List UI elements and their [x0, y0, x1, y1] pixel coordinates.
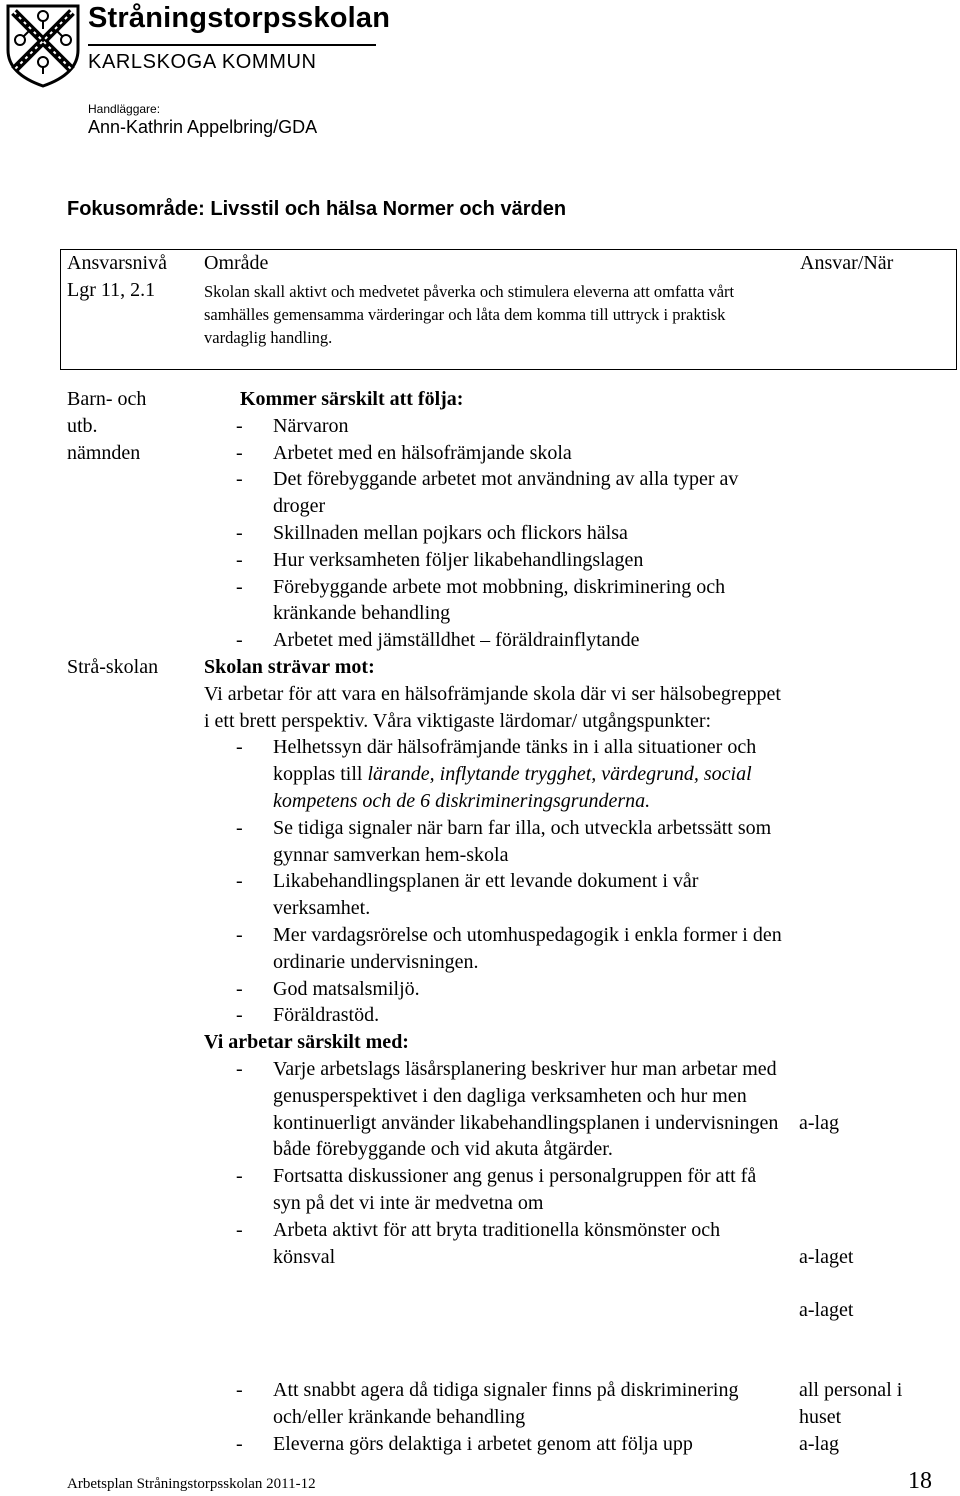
resp-4 [799, 1377, 902, 1457]
table-left-rule [60, 249, 61, 370]
work-list [204, 1056, 784, 1270]
list-item: - Arbeta aktivt för att bryta traditionella könsmönster och könsval [236, 1218, 721, 1268]
table-top-rule [60, 249, 957, 250]
board-level-line3: nämnden [67, 441, 141, 464]
header-responsibility: Ansvar/När [800, 252, 894, 274]
municipality-name: KARLSKOGA KOMMUN [88, 51, 317, 73]
board-heading: Kommer särskilt att följa: [240, 388, 464, 410]
focus-title: Fokusområde: Livsstil och hälsa Normer och värden [67, 198, 567, 220]
header-rule [88, 44, 376, 46]
school-heading: Skolan strävar mot: [204, 656, 375, 678]
school-name: Stråningstorpsskolan [88, 2, 391, 34]
page-number: 18 [908, 1468, 932, 1494]
list-item: - Förebyggande arbete mot mobbning, diskriminering och kränkande behandling [236, 575, 726, 625]
work-list-continued [204, 1377, 789, 1457]
list-item: - Arbetet med jämställdhet – föräldrainflytande [236, 629, 640, 652]
list-item: - Likabehandlingsplanen är ett levande dokument i vår verksamhet. [236, 870, 699, 920]
list-item: - Fortsatta diskussioner ang genus i personalgruppen för att få syn på det vi inte är medvetna om [236, 1165, 757, 1214]
list-item: - Helhetssyn där hälsofrämjande tänks in i alla situationer och kopplas till lärande, inflytande trygghet, värdegrund, social kompetens och de 6 diskrimineringsgrunderna. [236, 736, 757, 812]
header-level: Ansvarsnivå [67, 252, 167, 274]
resp-4-line2: huset [799, 1405, 842, 1428]
lgr-level: Lgr 11, 2.1 [67, 279, 156, 301]
list-item: - Skillnaden mellan pojkars och flickors hälsa [236, 521, 628, 544]
resp-3: a-laget [799, 1299, 854, 1321]
handler-label: Handläggare: [88, 102, 161, 116]
resp-1: a-lag [799, 1112, 839, 1134]
board-block [204, 386, 794, 654]
list-item: - Hur verksamheten följer likabehandlingslagen [236, 548, 644, 571]
list-item: - Mer vardagsrörelse och utomhuspedagogik i enkla former i den ordinarie undervisningen. [236, 923, 782, 973]
board-list [204, 413, 794, 654]
resp-4-line1: all personal i [799, 1379, 903, 1401]
lessons-list [204, 734, 789, 1029]
footer-text: Arbetsplan Stråningstorpsskolan 2011-12 [67, 1476, 316, 1492]
work-list-2 [204, 1377, 789, 1457]
resp-5: a-lag [799, 1432, 839, 1455]
table-right-rule [956, 249, 957, 370]
work-heading: Vi arbetar särskilt med: [204, 1031, 409, 1054]
school-intro: Vi arbetar för att vara en hälsofrämjande skola där vi ser hälsobegreppet i ett brett perspektiv. Våra viktigaste lärdomar/ utgångspunkter: [204, 682, 781, 732]
header-area: Område [204, 252, 269, 274]
school-level: Strå-skolan [67, 656, 159, 678]
handler-name: Ann-Kathrin Appelbring/GDA [88, 117, 318, 137]
table-row-rule [60, 369, 957, 370]
list-item: - Föräldrastöd. [236, 1004, 380, 1027]
lgr-text: Skolan skall aktivt och medvetet påverka och stimulera eleverna att omfatta vårt samhälles gemensamma värderingar och låta dem komma till uttryck i praktisk vardaglig handling. [204, 282, 735, 347]
list-item: - Varje arbetslags läsårsplanering beskriver hur man arbetar med genusperspektivet i den dagliga verksamheten och hur men kontinuerligt använder likabehandlingsplanen i undervisningen både förebyggande och vid akuta åtgärder. [236, 1057, 779, 1161]
list-item: - God matsalsmiljö. [236, 977, 420, 1000]
school-crest-icon [4, 2, 82, 88]
list-item: - Se tidiga signaler när barn far illa, och utveckla arbetssätt som gynnar samverkan hem-skola [236, 816, 772, 866]
resp-2: a-laget [799, 1246, 854, 1268]
school-logo [4, 2, 82, 88]
list-item: - Eleverna görs delaktiga i arbetet genom att följa upp [236, 1432, 693, 1455]
list-item: - Att snabbt agera då tidiga signaler finns på diskriminering och/eller kränkande behandling [236, 1379, 739, 1428]
school-block [204, 654, 789, 1270]
board-level-line1: Barn- och [67, 388, 147, 410]
board-level [67, 386, 197, 466]
board-level-line2: utb. [67, 414, 98, 437]
list-item: - Det förebyggande arbetet mot användning av alla typer av droger [236, 468, 739, 518]
list-item: - Arbetet med en hälsofrämjande skola [236, 441, 572, 464]
list-item: - Närvaron [236, 414, 349, 437]
